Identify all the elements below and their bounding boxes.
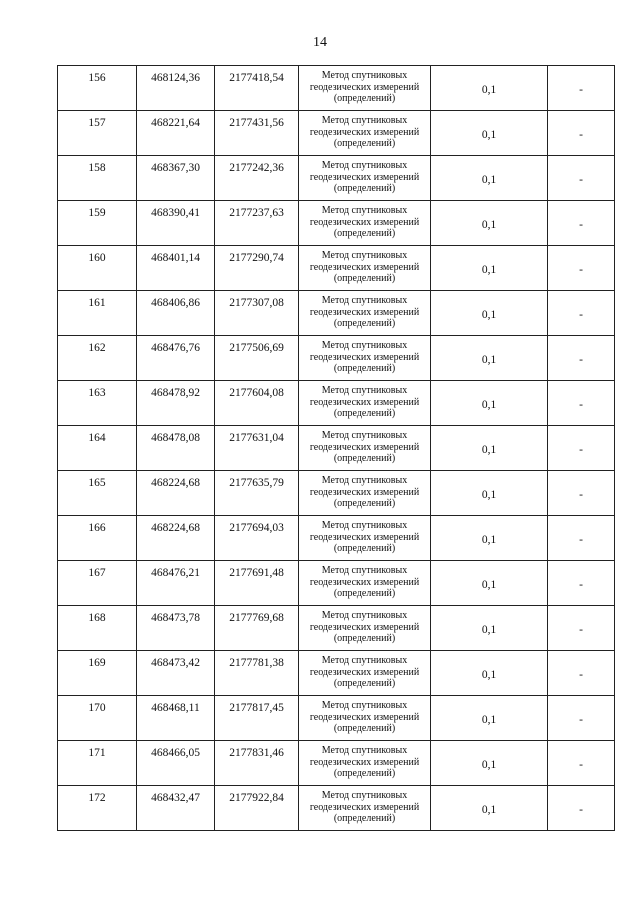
method-cell-text: Метод спутниковых геодезических измерений (определений) <box>309 745 420 779</box>
page-number: 14 <box>313 35 327 50</box>
method-cell <box>299 426 431 471</box>
point-number-cell <box>58 66 137 111</box>
y-coordinate-cell-text: 2177922,84 <box>229 792 284 804</box>
accuracy-cell <box>431 651 548 696</box>
point-number-cell-text: 164 <box>88 432 106 444</box>
accuracy-cell-text: 0,1 <box>481 489 497 501</box>
x-coordinate-cell-text: 468124,36 <box>151 72 200 84</box>
y-coordinate-cell <box>215 561 299 606</box>
x-coordinate-cell-text: 468390,41 <box>151 207 200 219</box>
point-number-cell-text: 160 <box>88 252 106 264</box>
note-cell <box>548 156 615 201</box>
y-coordinate-cell <box>215 516 299 561</box>
y-coordinate-cell-text: 2177631,04 <box>229 432 284 444</box>
y-coordinate-cell-text: 2177781,38 <box>229 657 284 669</box>
note-cell-text: - <box>579 309 583 321</box>
table-row <box>58 66 615 111</box>
x-coordinate-cell-text: 468466,05 <box>151 747 200 759</box>
accuracy-cell <box>431 246 548 291</box>
y-coordinate-cell-text: 2177604,08 <box>229 387 284 399</box>
note-cell <box>548 471 615 516</box>
note-cell-text: - <box>579 354 583 366</box>
table-row <box>58 201 615 246</box>
accuracy-cell-text: 0,1 <box>481 714 497 726</box>
accuracy-cell-text: 0,1 <box>481 354 497 366</box>
note-cell-text: - <box>579 579 583 591</box>
method-cell-text: Метод спутниковых геодезических измерений (определений) <box>309 115 420 149</box>
table-row <box>58 741 615 786</box>
x-coordinate-cell-text: 468432,47 <box>151 792 200 804</box>
method-cell <box>299 246 431 291</box>
y-coordinate-cell <box>215 201 299 246</box>
note-cell-text: - <box>579 804 583 816</box>
point-number-cell <box>58 291 137 336</box>
point-number-cell <box>58 786 137 831</box>
note-cell <box>548 201 615 246</box>
accuracy-cell-text: 0,1 <box>481 174 497 186</box>
accuracy-cell-text: 0,1 <box>481 129 497 141</box>
method-cell-text: Метод спутниковых геодезических измерений (определений) <box>309 655 420 689</box>
x-coordinate-cell <box>137 246 215 291</box>
point-number-cell-text: 161 <box>88 297 106 309</box>
coordinates-table <box>57 65 615 831</box>
method-cell-text: Метод спутниковых геодезических измерений (определений) <box>309 700 420 734</box>
table-row <box>58 111 615 156</box>
point-number-cell-text: 162 <box>88 342 106 354</box>
y-coordinate-cell <box>215 66 299 111</box>
note-cell-text: - <box>579 489 583 501</box>
note-cell-text: - <box>579 174 583 186</box>
point-number-cell <box>58 516 137 561</box>
note-cell <box>548 111 615 156</box>
method-cell-text: Метод спутниковых геодезических измерений (определений) <box>309 70 420 104</box>
method-cell <box>299 696 431 741</box>
point-number-cell-text: 171 <box>88 747 106 759</box>
y-coordinate-cell <box>215 111 299 156</box>
y-coordinate-cell <box>215 741 299 786</box>
table-row <box>58 156 615 201</box>
accuracy-cell <box>431 696 548 741</box>
point-number-cell-text: 159 <box>88 207 106 219</box>
x-coordinate-cell-text: 468221,64 <box>151 117 200 129</box>
method-cell <box>299 741 431 786</box>
y-coordinate-cell <box>215 381 299 426</box>
point-number-cell-text: 170 <box>88 702 106 714</box>
x-coordinate-cell-text: 468401,14 <box>151 252 200 264</box>
point-number-cell-text: 168 <box>88 612 106 624</box>
note-cell-text: - <box>579 624 583 636</box>
y-coordinate-cell <box>215 426 299 471</box>
point-number-cell <box>58 426 137 471</box>
point-number-cell <box>58 201 137 246</box>
y-coordinate-cell-text: 2177290,74 <box>229 252 284 264</box>
method-cell <box>299 156 431 201</box>
x-coordinate-cell-text: 468476,21 <box>151 567 200 579</box>
x-coordinate-cell-text: 468224,68 <box>151 477 200 489</box>
method-cell-text: Метод спутниковых геодезических измерений (определений) <box>309 160 420 194</box>
note-cell <box>548 291 615 336</box>
point-number-cell-text: 172 <box>88 792 106 804</box>
point-number-cell <box>58 606 137 651</box>
accuracy-cell <box>431 426 548 471</box>
note-cell-text: - <box>579 399 583 411</box>
x-coordinate-cell <box>137 561 215 606</box>
note-cell <box>548 561 615 606</box>
note-cell <box>548 696 615 741</box>
point-number-cell-text: 156 <box>88 72 106 84</box>
accuracy-cell-text: 0,1 <box>481 399 497 411</box>
note-cell-text: - <box>579 84 583 96</box>
note-cell-text: - <box>579 669 583 681</box>
method-cell <box>299 66 431 111</box>
note-cell-text: - <box>579 219 583 231</box>
accuracy-cell-text: 0,1 <box>481 84 497 96</box>
note-cell-text: - <box>579 129 583 141</box>
accuracy-cell <box>431 516 548 561</box>
point-number-cell <box>58 741 137 786</box>
accuracy-cell <box>431 291 548 336</box>
note-cell <box>548 381 615 426</box>
method-cell <box>299 786 431 831</box>
y-coordinate-cell-text: 2177817,45 <box>229 702 284 714</box>
table-row <box>58 381 615 426</box>
note-cell <box>548 246 615 291</box>
x-coordinate-cell <box>137 156 215 201</box>
point-number-cell <box>58 471 137 516</box>
x-coordinate-cell <box>137 66 215 111</box>
method-cell <box>299 606 431 651</box>
note-cell-text: - <box>579 759 583 771</box>
method-cell-text: Метод спутниковых геодезических измерений (определений) <box>309 610 420 644</box>
x-coordinate-cell <box>137 741 215 786</box>
accuracy-cell <box>431 381 548 426</box>
table-row <box>58 291 615 336</box>
y-coordinate-cell-text: 2177431,56 <box>229 117 284 129</box>
point-number-cell <box>58 561 137 606</box>
note-cell-text: - <box>579 714 583 726</box>
note-cell <box>548 651 615 696</box>
note-cell <box>548 786 615 831</box>
table-row <box>58 516 615 561</box>
accuracy-cell <box>431 156 548 201</box>
table-row <box>58 606 615 651</box>
y-coordinate-cell <box>215 156 299 201</box>
table-row <box>58 471 615 516</box>
note-cell <box>548 426 615 471</box>
y-coordinate-cell <box>215 786 299 831</box>
note-cell <box>548 336 615 381</box>
point-number-cell <box>58 111 137 156</box>
accuracy-cell-text: 0,1 <box>481 264 497 276</box>
y-coordinate-cell <box>215 246 299 291</box>
x-coordinate-cell <box>137 381 215 426</box>
y-coordinate-cell-text: 2177307,08 <box>229 297 284 309</box>
y-coordinate-cell-text: 2177694,03 <box>229 522 284 534</box>
accuracy-cell <box>431 336 548 381</box>
method-cell <box>299 561 431 606</box>
method-cell <box>299 651 431 696</box>
accuracy-cell <box>431 561 548 606</box>
point-number-cell <box>58 696 137 741</box>
accuracy-cell <box>431 66 548 111</box>
method-cell <box>299 336 431 381</box>
x-coordinate-cell <box>137 696 215 741</box>
table-row <box>58 651 615 696</box>
y-coordinate-cell <box>215 651 299 696</box>
y-coordinate-cell-text: 2177418,54 <box>229 72 284 84</box>
point-number-cell-text: 158 <box>88 162 106 174</box>
method-cell <box>299 291 431 336</box>
y-coordinate-cell-text: 2177506,69 <box>229 342 284 354</box>
method-cell <box>299 381 431 426</box>
x-coordinate-cell <box>137 426 215 471</box>
y-coordinate-cell <box>215 696 299 741</box>
point-number-cell <box>58 651 137 696</box>
method-cell-text: Метод спутниковых геодезических измерений (определений) <box>309 340 420 374</box>
method-cell-text: Метод спутниковых геодезических измерений (определений) <box>309 295 420 329</box>
method-cell-text: Метод спутниковых геодезических измерений (определений) <box>309 430 420 464</box>
point-number-cell <box>58 246 137 291</box>
table-row <box>58 426 615 471</box>
table-row <box>58 246 615 291</box>
method-cell <box>299 111 431 156</box>
note-cell-text: - <box>579 444 583 456</box>
point-number-cell-text: 165 <box>88 477 106 489</box>
x-coordinate-cell <box>137 606 215 651</box>
method-cell-text: Метод спутниковых геодезических измерений (определений) <box>309 385 420 419</box>
table-row <box>58 696 615 741</box>
accuracy-cell <box>431 606 548 651</box>
x-coordinate-cell-text: 468473,42 <box>151 657 200 669</box>
note-cell-text: - <box>579 534 583 546</box>
note-cell <box>548 606 615 651</box>
point-number-cell-text: 163 <box>88 387 106 399</box>
point-number-cell-text: 167 <box>88 567 106 579</box>
y-coordinate-cell <box>215 606 299 651</box>
method-cell-text: Метод спутниковых геодезических измерений (определений) <box>309 790 420 824</box>
accuracy-cell-text: 0,1 <box>481 219 497 231</box>
accuracy-cell <box>431 201 548 246</box>
point-number-cell <box>58 336 137 381</box>
y-coordinate-cell <box>215 291 299 336</box>
note-cell <box>548 741 615 786</box>
accuracy-cell-text: 0,1 <box>481 534 497 546</box>
method-cell-text: Метод спутниковых геодезических измерений (определений) <box>309 205 420 239</box>
y-coordinate-cell <box>215 336 299 381</box>
y-coordinate-cell-text: 2177242,36 <box>229 162 284 174</box>
point-number-cell-text: 169 <box>88 657 106 669</box>
note-cell-text: - <box>579 264 583 276</box>
method-cell-text: Метод спутниковых геодезических измерений (определений) <box>309 520 420 554</box>
x-coordinate-cell-text: 468478,08 <box>151 432 200 444</box>
x-coordinate-cell-text: 468224,68 <box>151 522 200 534</box>
accuracy-cell-text: 0,1 <box>481 804 497 816</box>
accuracy-cell-text: 0,1 <box>481 579 497 591</box>
method-cell <box>299 516 431 561</box>
x-coordinate-cell-text: 468367,30 <box>151 162 200 174</box>
x-coordinate-cell <box>137 201 215 246</box>
x-coordinate-cell <box>137 471 215 516</box>
y-coordinate-cell <box>215 471 299 516</box>
method-cell-text: Метод спутниковых геодезических измерений (определений) <box>309 250 420 284</box>
x-coordinate-cell-text: 468478,92 <box>151 387 200 399</box>
note-cell <box>548 66 615 111</box>
x-coordinate-cell-text: 468406,86 <box>151 297 200 309</box>
table-row <box>58 561 615 606</box>
point-number-cell-text: 157 <box>88 117 106 129</box>
point-number-cell-text: 166 <box>88 522 106 534</box>
accuracy-cell-text: 0,1 <box>481 309 497 321</box>
accuracy-cell <box>431 471 548 516</box>
method-cell <box>299 201 431 246</box>
y-coordinate-cell-text: 2177635,79 <box>229 477 284 489</box>
x-coordinate-cell <box>137 516 215 561</box>
x-coordinate-cell <box>137 786 215 831</box>
accuracy-cell-text: 0,1 <box>481 759 497 771</box>
accuracy-cell <box>431 111 548 156</box>
x-coordinate-cell-text: 468473,78 <box>151 612 200 624</box>
accuracy-cell <box>431 741 548 786</box>
accuracy-cell-text: 0,1 <box>481 669 497 681</box>
method-cell-text: Метод спутниковых геодезических измерений (определений) <box>309 565 420 599</box>
y-coordinate-cell-text: 2177691,48 <box>229 567 284 579</box>
method-cell-text: Метод спутниковых геодезических измерений (определений) <box>309 475 420 509</box>
x-coordinate-cell <box>137 651 215 696</box>
method-cell <box>299 471 431 516</box>
x-coordinate-cell <box>137 111 215 156</box>
note-cell <box>548 516 615 561</box>
table-body <box>58 66 615 831</box>
point-number-cell <box>58 156 137 201</box>
y-coordinate-cell-text: 2177237,63 <box>229 207 284 219</box>
table-row <box>58 336 615 381</box>
accuracy-cell-text: 0,1 <box>481 624 497 636</box>
x-coordinate-cell-text: 468468,11 <box>151 702 200 714</box>
x-coordinate-cell <box>137 291 215 336</box>
x-coordinate-cell <box>137 336 215 381</box>
accuracy-cell-text: 0,1 <box>481 444 497 456</box>
y-coordinate-cell-text: 2177831,46 <box>229 747 284 759</box>
y-coordinate-cell-text: 2177769,68 <box>229 612 284 624</box>
accuracy-cell <box>431 786 548 831</box>
point-number-cell <box>58 381 137 426</box>
table-row <box>58 786 615 831</box>
x-coordinate-cell-text: 468476,76 <box>151 342 200 354</box>
